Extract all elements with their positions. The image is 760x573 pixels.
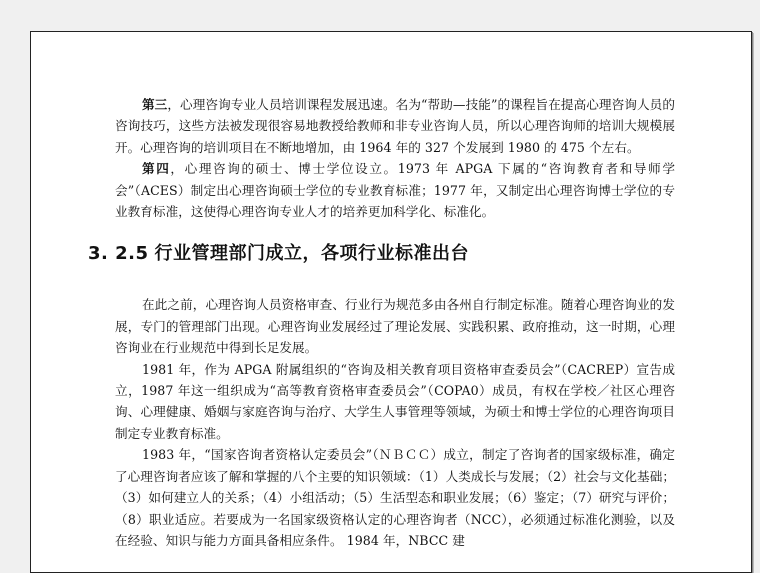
- section-heading: [88, 240, 675, 268]
- paragraph: 1983 年，“国家咨询者资格认定委员会”（ＮＢＣＣ）成立，制定了咨询者的国家级标准，确定了心理咨询者应该了解和掌握的八个主要的知识领域：（1）人类成长与发展；（2）社会与文化基础；（3）如何建立人的关系；（4）小组活动；（5）生活型态和职业发展；（6）鉴定；（7）研究与评价；（8）职业适应。若要成为一名国家级资格认定的心理咨询者（NCC），必须通过标准化测验，以及在经验、知识与能力方面具备相应条件。 1984 年，NBCC 建: [115, 447, 675, 548]
- paragraph-third: [115, 94, 675, 158]
- document-page: [30, 31, 752, 573]
- paragraph-lead: 第四: [142, 161, 171, 177]
- paragraph-text: ，心理咨询的硕士、博士学位设立。1973 年 APGA 下属的“咨询教育者和导师学会”（ACES）制定出心理咨询硕士学位的专业教育标准；1977 年，又制定出心理咨询博士学位的专业教育标准，这使得心理咨询专业人才的培养更加科学化、标准化。: [115, 161, 675, 220]
- paragraph-lead: 第三: [142, 97, 168, 112]
- section-number: 3. 2.5: [88, 243, 149, 265]
- paragraph: 在此之前，心理咨询人员资格审查、行业行为规范多由各州自行制定标准。随着心理咨询业的发展，专门的管理部门出现。心理咨询业发展经过了理论发展、实践积累、政府推动，这一时期，心理咨询业在行业规范中得到长足发展。: [115, 297, 675, 356]
- paragraph-fourth: [115, 158, 675, 222]
- paragraph: 1981 年，作为 APGA 附属组织的“咨询及相关教育项目资格审查委员会”（CACREP）宣告成立，1987 年这一组织成为“高等教育资格审查委员会”（COPA0）成员，有权在学校／社区心理咨询、心理健康、婚姻与家庭咨询与治疗、大学生人事管理等领域，为硕士和博士学位的心理咨询项目制定专业教育标准。: [115, 361, 675, 441]
- paragraph-text: ，心理咨询专业人员培训课程发展迅速。名为“帮助—技能”的课程旨在提高心理咨询人员的咨询技巧，这些方法被发现很容易地教授给教师和非专业咨询人员，所以心理咨询师的培训大规模展开。心理咨询的培训项目在不断地增加，由 1964 年的 327 个发展到 1980 的 475 个左右。: [115, 97, 675, 155]
- section-title: 行业管理部门成立，各项行业标准出台: [154, 243, 470, 265]
- page-content: [88, 94, 675, 551]
